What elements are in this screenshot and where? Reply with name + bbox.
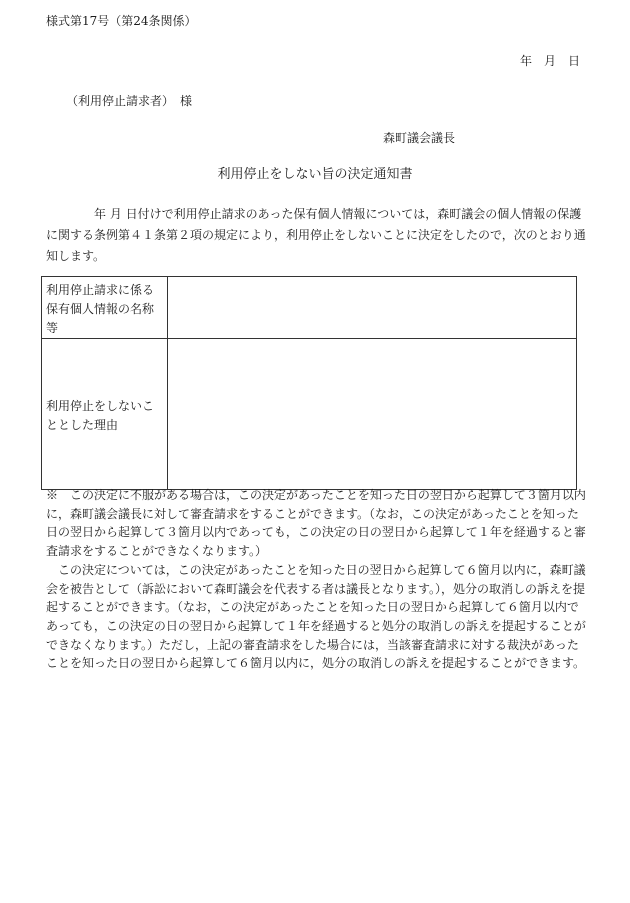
- table-value-cell: [168, 339, 577, 490]
- notes-section: [46, 486, 586, 673]
- info-table: [41, 276, 577, 490]
- addressee: （利用停止請求者） 様: [66, 94, 193, 108]
- note-lawsuit: この決定については，この決定があったことを知った日の翌日から起算して６箇月以内に，森町議会を被告として（訴訟において森町議会を代表する者は議長となります。），処分の取消しの訴えを提起することができます。（なお，この決定があったことを知った日の翌日から起算して６箇月以内であっても，この決定の日の翌日から起算して１年を経過すると処分の取消しの訴えを提起することができなくなります。）ただし，上記の審査請求をした場合には，当該審査請求に対する裁決があったことを知った日の翌日から起算して６箇月以内に，処分の取消しの訴えを提起することができます。: [46, 562, 586, 671]
- form-number: 様式第17号（第24条関係）: [46, 14, 197, 28]
- table-row: [42, 339, 577, 490]
- table-label-cell: 利用停止請求に係る保有個人情報の名称等: [42, 277, 168, 339]
- table-value-cell: [168, 277, 577, 339]
- date-line: 年 月 日: [519, 54, 580, 68]
- body-paragraph: 年 月 日付けで利用停止請求のあった保有個人情報については，森町議会の個人情報の保護に関する条例第４１条第２項の規定により，利用停止をしないことに決定をしたので，次のとおり通知します。: [46, 207, 586, 263]
- document-title: 利用停止をしない旨の決定通知書: [217, 167, 413, 182]
- sender-title: 森町議会議長: [383, 131, 456, 145]
- table-row: [42, 277, 577, 339]
- note-review-request: ※ この決定に不服がある場合は，この決定があったことを知った日の翌日から起算して３箇月以内に，森町議会議長に対して審査請求をすることができます。（なお，この決定があったことを知った日の翌日から起算して３箇月以内であっても，この決定の日の翌日から起算して１年を経過すると審査請求をすることができなくなります。）: [46, 488, 586, 559]
- table-label-cell: 利用停止をしないこととした理由: [42, 339, 168, 490]
